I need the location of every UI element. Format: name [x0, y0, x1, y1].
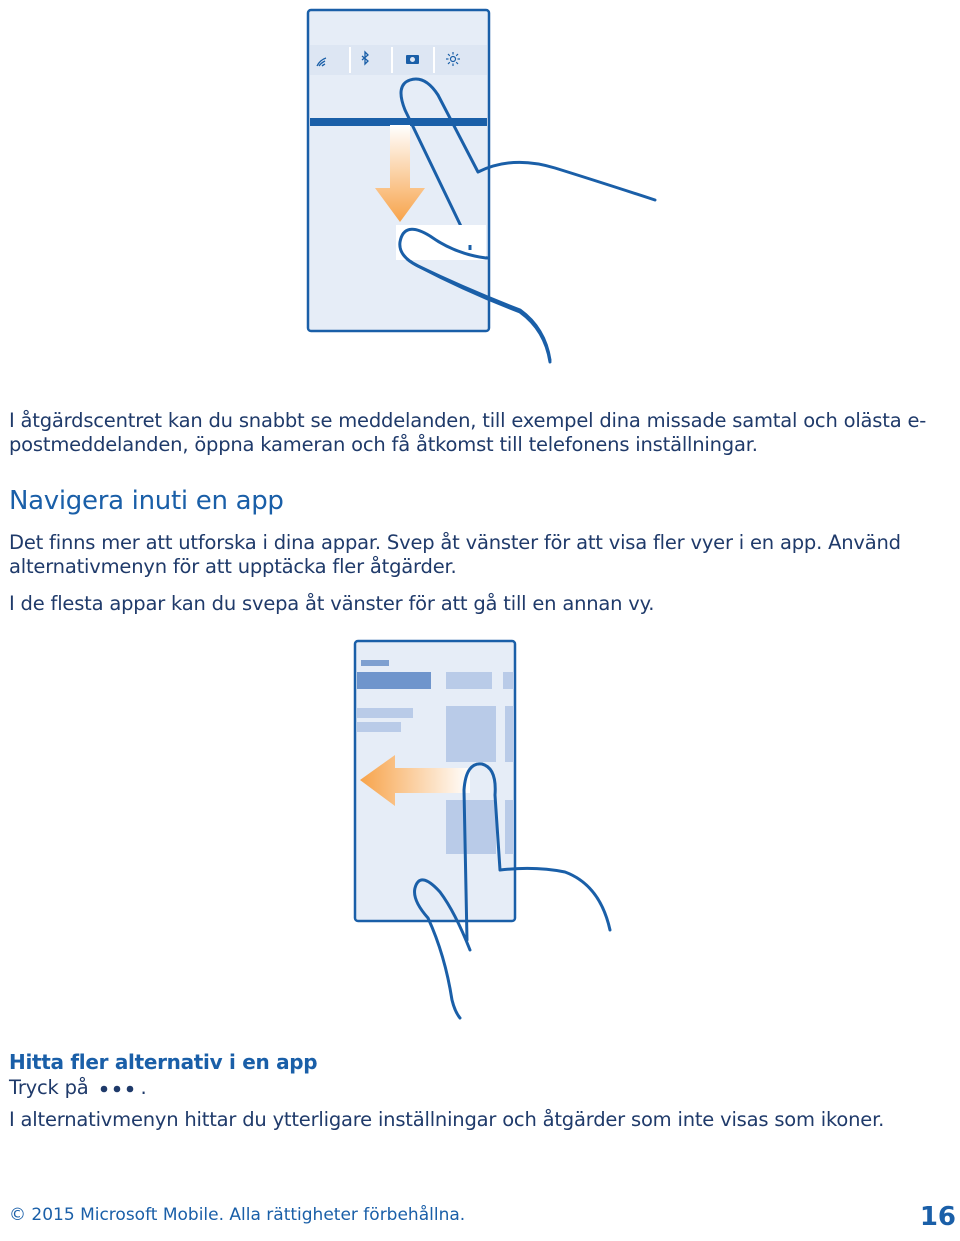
tap-prefix: Tryck på	[9, 1076, 89, 1099]
tap-instruction	[9, 1076, 147, 1100]
intro-line-1: I åtgärdscentret kan du snabbt se meddelanden, till exempel dina missade samtal och olästa e-	[9, 409, 927, 432]
tap-suffix: .	[140, 1076, 147, 1099]
intro-line-2: postmeddelanden, öppna kameran och få åtkomst till telefonens inställningar.	[9, 433, 758, 456]
page-number: 16	[919, 1202, 956, 1232]
subsection-heading: Hitta fler alternativ i en app	[9, 1050, 318, 1074]
section-paragraph-1-line-1: Det finns mer att utforska i dina appar. Svep åt vänster för att visa fler vyer i en app. Använd	[9, 531, 901, 554]
camera-icon	[406, 55, 419, 64]
section-paragraph-1-line-2: alternativmenyn för att upptäcka fler åtgärder.	[9, 555, 457, 578]
more-options-icon	[99, 1084, 135, 1094]
quick-actions-bar	[310, 45, 487, 75]
section-heading: Navigera inuti en app	[9, 486, 284, 516]
action-center-illustration	[290, 0, 670, 380]
pull-down-bar	[310, 118, 487, 126]
copyright: © 2015 Microsoft Mobile. Alla rättigheter förbehållna.	[9, 1205, 466, 1225]
section-paragraph-2: I de flesta appar kan du svepa åt vänster för att gå till en annan vy.	[9, 592, 655, 615]
swipe-left-illustration	[340, 630, 630, 1025]
subsection-body: I alternativmenyn hittar du ytterligare inställningar och åtgärder som inte visas som ikoner.	[9, 1108, 885, 1131]
